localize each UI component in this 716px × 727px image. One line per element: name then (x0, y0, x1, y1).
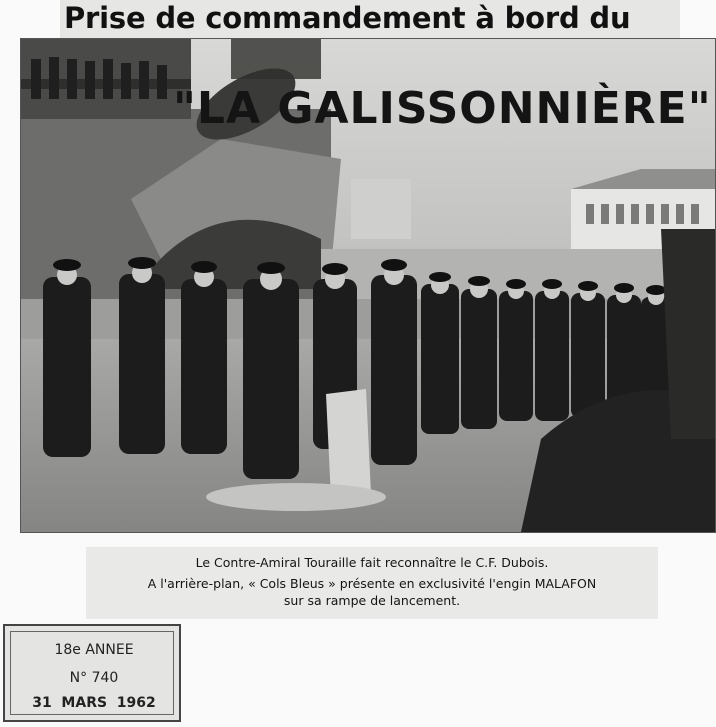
issue-date: 31 MARS 1962 (32, 695, 156, 711)
caption-line: Le Contre-Amiral Touraille fait reconnaître le C.F. Dubois. (195, 555, 549, 570)
pedestal (326, 389, 371, 499)
issue-info-box (3, 624, 181, 722)
issue-number: N° 740 (69, 670, 119, 686)
ship-name: "LA GALISSONNIÈRE" (173, 83, 712, 134)
ceremony-photo (20, 38, 716, 533)
issue-year: 18e ANNEE (54, 642, 134, 658)
caption-line: sur sa rampe de lancement. (283, 593, 461, 608)
caption-line: A l'arrière-plan, « Cols Bleus » présente en exclusivité l'engin MALAFON (147, 576, 597, 591)
photo-caption (86, 547, 658, 619)
headline: Prise de commandement à bord du (64, 1, 631, 35)
